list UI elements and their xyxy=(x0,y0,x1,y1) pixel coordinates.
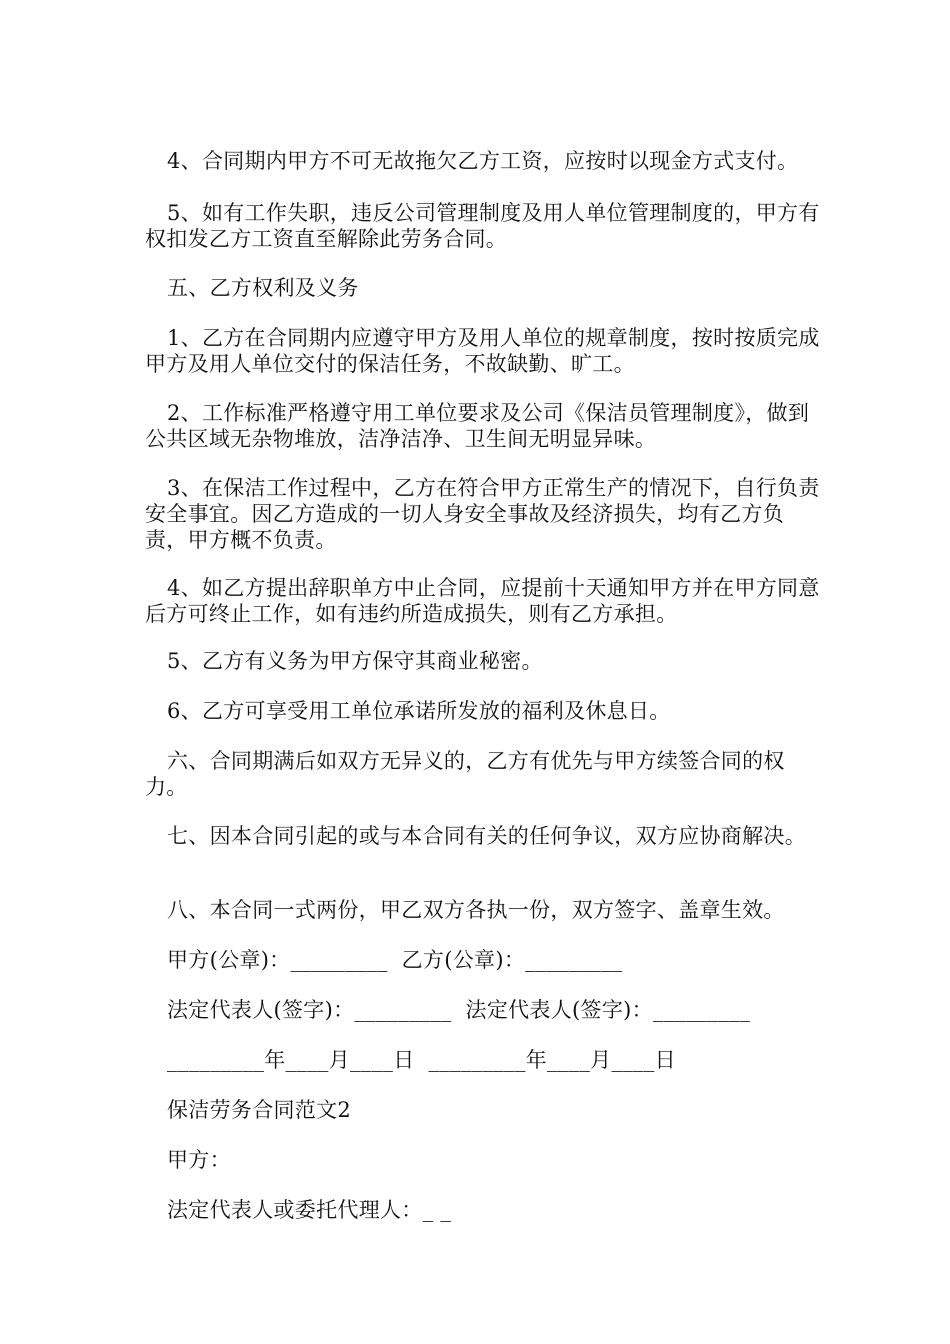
party-a-label: 甲方： xyxy=(167,1148,231,1172)
party-b-clause-6: 6、乙方可享受用工单位承诺所发放的福利及休息日。 xyxy=(167,699,671,723)
representative-label: 法定代表人或委托代理人：_ _ xyxy=(167,1198,452,1222)
section-8-copies: 八、本合同一式两份，甲乙双方各执一份，双方签字、盖章生效。 xyxy=(167,898,785,922)
section-5-heading: 五、乙方权利及义务 xyxy=(167,276,359,300)
party-b-clause-5: 5、乙方有义务为甲方保守其商业秘密。 xyxy=(167,649,543,673)
party-b-clause-1: 1、乙方在合同期内应遵守甲方及用人单位的规章制度，按时按质完成甲方及用人单位交付的保洁任务，不故缺勤、旷工。 xyxy=(145,326,820,376)
clause-4-payment: 4、合同期内甲方不可无故拖欠乙方工资，应按时以现金方式支付。 xyxy=(167,149,799,173)
date-line: _________年____月____日 _________年____月____日 xyxy=(167,1048,676,1072)
section-7-disputes: 七、因本合同引起的或与本合同有关的任何争议，双方应协商解决。 xyxy=(167,824,806,848)
party-b-clause-3: 3、在保洁工作过程中，乙方在符合甲方正常生产的情况下，自行负责安全事宜。因乙方造成的一切人身安全事故及经济损失，均有乙方负责，甲方概不负责。 xyxy=(145,476,820,552)
section-6-renewal: 六、合同期满后如双方无异义的，乙方有优先与甲方续签合同的权力。 xyxy=(145,749,785,799)
representative-signature-line: 法定代表人(签字)：_________ 法定代表人(签字)：_________ xyxy=(167,998,751,1022)
next-contract-title: 保洁劳务合同范文2 xyxy=(167,1098,352,1122)
party-b-clause-2: 2、工作标准严格遵守用工单位要求及公司《保洁员管理制度》，做到公共区域无杂物堆放，洁净洁净、卫生间无明显异味。 xyxy=(145,401,810,451)
party-b-clause-4: 4、如乙方提出辞职单方中止合同，应提前十天通知甲方并在甲方同意后方可终止工作，如有违约所造成损失，则有乙方承担。 xyxy=(145,576,820,626)
seal-signature-line: 甲方(公章)：_________ 乙方(公章)：_________ xyxy=(167,948,623,972)
clause-5-dereliction: 5、如有工作失职，违反公司管理制度及用人单位管理制度的，甲方有权扣发乙方工资直至解除此劳务合同。 xyxy=(145,201,820,251)
